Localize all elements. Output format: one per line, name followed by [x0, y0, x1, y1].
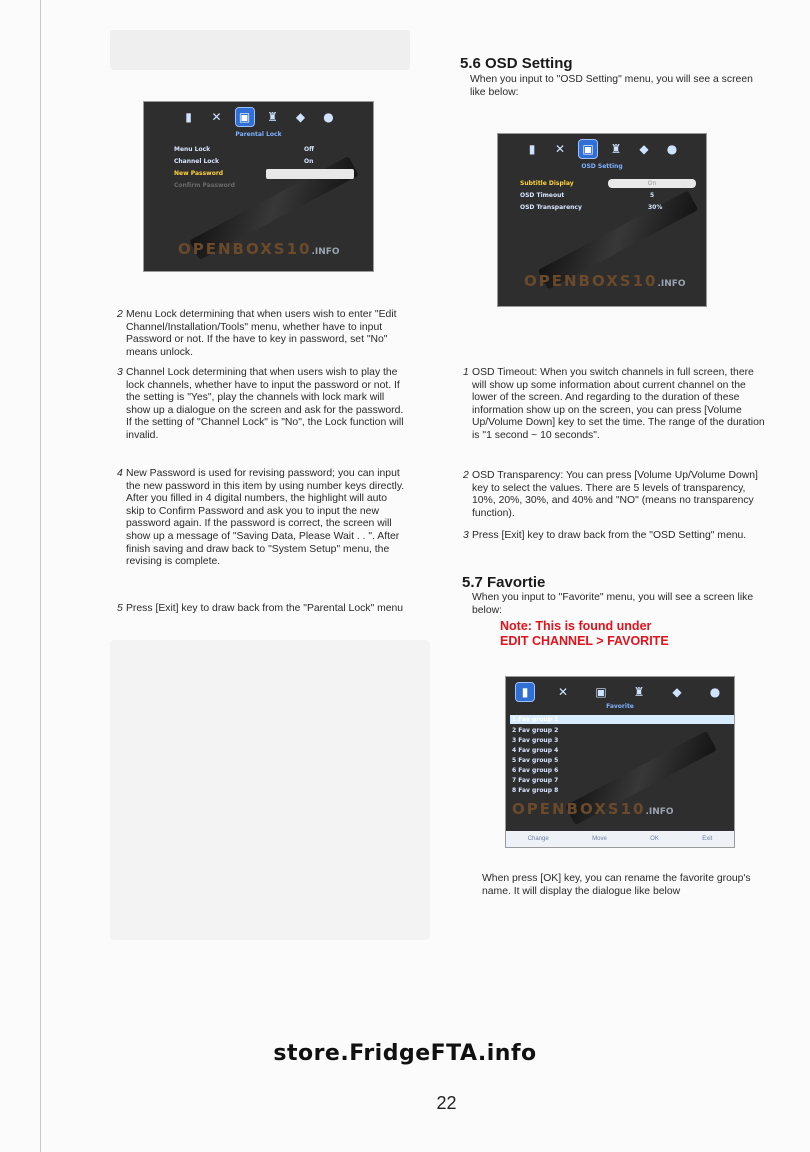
osd-item: 1 OSD Timeout: When you switch channels in full screen, there will show up some information about current channel on the lower of the screen. And regarding to the duration of these information show up on the screen, you can press [Volume Up/Volume Down] key to set the time. The range of the duration is "1 second ~ 10 seconds".: [463, 367, 765, 441]
tv-menu-title: Favorite: [606, 703, 634, 710]
tv-system-icon: ▣: [579, 140, 597, 158]
favorite-intro: When you input to "Favorite" menu, you will see a screen like below:: [472, 592, 754, 616]
tv-row-value: On: [304, 158, 314, 165]
tv-row-selected: New Password: [174, 170, 224, 177]
tv-game-icon: ◆: [672, 685, 682, 699]
fav-group-row: 6 Fav group 6: [512, 767, 559, 774]
fav-group-row: 7 Fav group 7: [512, 777, 559, 784]
page-number: 22: [436, 1093, 457, 1113]
tv-row: OSD Transparency: [520, 204, 582, 211]
parental-item: 4 New Password is used for revising password; you can input the new password in this item by using number keys directly. After you filled in 4 digital numbers, the highlight will auto skip to Confirm Password and ask you to input the new password again. If the password is correct, the screen will show up a message of "Saving Data, Please Wait . . ". After finish saving and draw back to "System Setup" menu, the revising is complete.: [117, 468, 405, 568]
tv-row-value: 5: [650, 192, 655, 199]
scan-smudge: [110, 640, 430, 940]
tv-menu-bar: [498, 134, 706, 158]
password-input-box: [266, 169, 354, 179]
fav-group-row: 3 Fav group 3: [512, 737, 559, 744]
favorite-after-text: When press [OK] key, you can rename the favorite group's name. It will display the dialogue like below: [482, 873, 751, 897]
tv-channel-icon: ▮: [516, 683, 534, 701]
tv-system-icon: ▣: [595, 685, 607, 699]
tv-globe-icon: ●: [666, 142, 678, 156]
tv-row-value: Off: [304, 146, 314, 153]
tv-menu-bar: [506, 677, 734, 701]
tv-row: Menu Lock: [174, 146, 211, 153]
subtitle-selector: On: [608, 179, 696, 188]
tv-row-disabled: Confirm Password: [174, 182, 235, 189]
footer-move: Move: [592, 836, 607, 842]
scan-smudge: [110, 30, 410, 70]
favorite-screenshot: [505, 676, 735, 848]
osd-heading: 5.6 OSD Setting: [460, 55, 573, 72]
tv-tools-icon: ♜: [610, 142, 622, 156]
footer-exit: Exit: [702, 836, 713, 842]
tv-row-selected: Subtitle Display: [520, 180, 574, 187]
footer-change: Change: [527, 836, 549, 842]
tv-installation-icon: ✕: [554, 142, 566, 156]
tv-installation-icon: ✕: [557, 685, 569, 699]
note-line-2: EDIT CHANNEL > FAVORITE: [500, 634, 669, 648]
fav-group-row: 8 Fav group 8: [512, 787, 559, 794]
favorite-heading: 5.7 Favortie: [462, 574, 546, 591]
tv-globe-icon: ●: [709, 685, 721, 699]
parental-lock-screenshot: [143, 101, 374, 272]
tv-row-value: 30%: [648, 204, 663, 211]
parental-item: 2 Menu Lock determining that when users wish to enter "Edit Channel/Installation/Tools" menu, whether have to input Password or not. If the have to key in password, set "No" means unlock.: [117, 309, 397, 358]
fav-group-row: 2 Fav group 2: [512, 727, 559, 734]
tv-row: OSD Timeout: [520, 192, 565, 199]
tv-menu-title: Parental Lock: [235, 131, 282, 138]
parental-item: 5 Press [Exit] key to draw back from the "Parental Lock" menu: [117, 603, 404, 614]
tv-channel-icon: ▮: [528, 142, 536, 156]
page-spine: [40, 0, 41, 1152]
fav-group-row: 4 Fav group 4: [512, 747, 559, 754]
watermark: OPENBOXS10.INFO: [178, 240, 340, 258]
osd-item: 2 OSD Transparency: You can press [Volume Up/Volume Down] key to select the values. There are 5 levels of transparency, 10%, 20%, 30%, and 40% and "NO" (means no transparency function).: [463, 470, 758, 519]
osd-setting-screenshot: [497, 133, 707, 307]
tv-tools-icon: ♜: [267, 110, 278, 124]
fav-group-row: 5 Fav group 5: [512, 757, 559, 764]
tv-game-icon: ◆: [639, 142, 649, 156]
parental-item: 3 Channel Lock determining that when users wish to play the lock channels, whether have to input the password or not. If the setting is "Yes", play the channels with lock mark will show up a dialogue on the screen and ask for the password. If the setting of "Channel Lock" is "No", the Lock function will invalid.: [117, 367, 404, 441]
note-line-1: Note: This is found under: [500, 619, 652, 633]
osd-item: 3 Press [Exit] key to draw back from the "OSD Setting" menu.: [463, 530, 747, 541]
tv-row: Channel Lock: [174, 158, 219, 165]
osd-intro: When you input to "OSD Setting" menu, you will see a screen like below:: [470, 74, 753, 98]
tv-channel-icon: ▮: [185, 110, 192, 124]
tv-tools-icon: ♜: [633, 685, 645, 699]
tv-globe-icon: ●: [323, 110, 334, 124]
tv-footer-bar: [506, 831, 734, 847]
tv-menu-bar: [144, 102, 373, 126]
watermark: OPENBOXS10.INFO: [524, 272, 686, 290]
tv-system-icon: ▣: [236, 108, 254, 126]
tv-menu-title: OSD Setting: [581, 163, 623, 170]
footer-ok: OK: [650, 836, 659, 842]
watermark: OPENBOXS10.INFO: [512, 800, 674, 818]
fav-group-row: 1 Fav group 1: [512, 716, 559, 723]
tv-game-icon: ◆: [295, 110, 306, 124]
store-brand: store.FridgeFTA.info: [273, 1041, 537, 1066]
tv-installation-icon: ✕: [211, 110, 222, 124]
